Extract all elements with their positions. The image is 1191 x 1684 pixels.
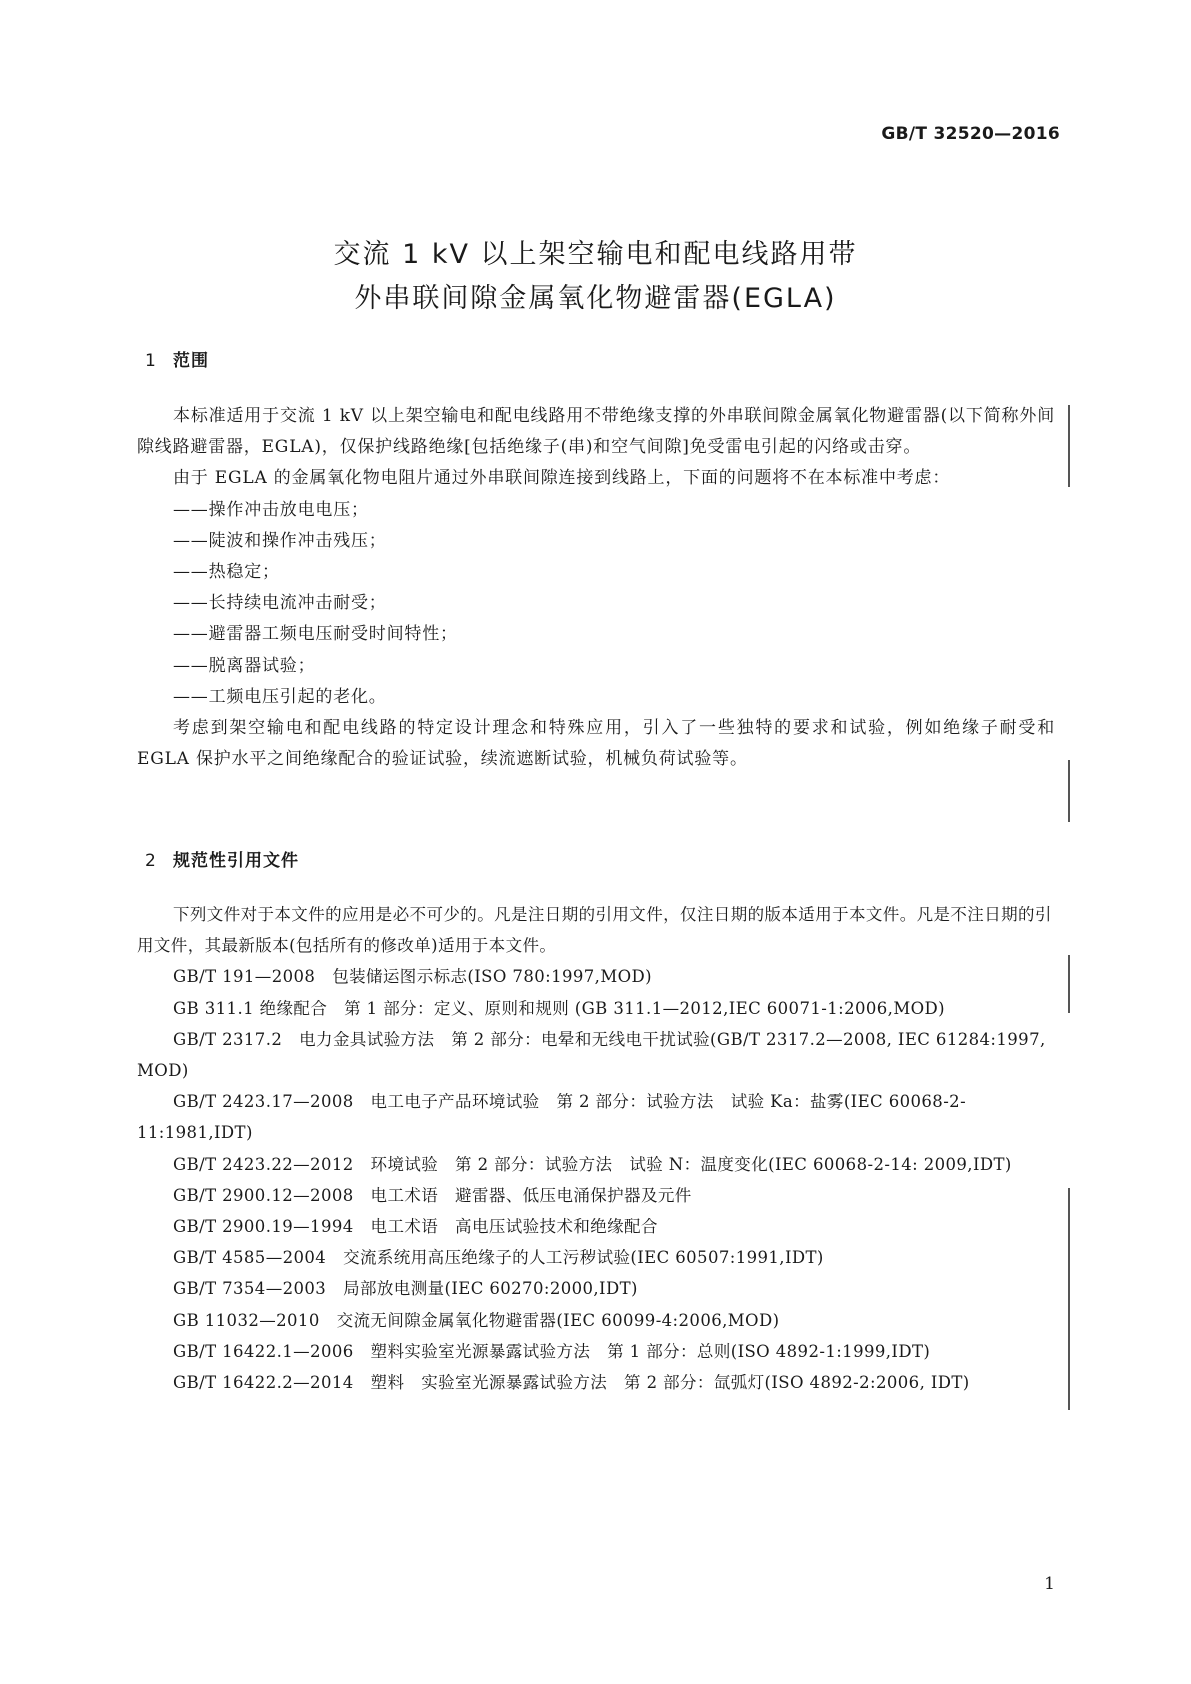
reference-item: GB 311.1 绝缘配合 第 1 部分：定义、原则和规则 (GB 311.1—2012,IEC 60071-1:2006,MOD) [173, 998, 946, 1018]
title-line-2: 外串联间隙金属氧化物避雷器(EGLA) [354, 283, 837, 314]
change-bar [1068, 955, 1070, 1013]
references-intro: 下列文件对于本文件的应用是必不可少的。凡是注日期的引用文件，仅注日期的版本适用于本文件。凡是不注日期的引用文件，其最新版本(包括所有的修改单)适用于本文件。 [137, 905, 1052, 956]
change-bar [1068, 760, 1070, 822]
section-1-body [137, 401, 1055, 775]
reference-item: GB/T 2423.17—2008 电工电子产品环境试验 第 2 部分：试验方法 试验 Ka：盐雾(IEC 60068-2-11:1981,IDT) [137, 1092, 967, 1143]
section-1-heading [145, 346, 209, 371]
section-1-title: 范围 [173, 351, 209, 371]
change-bar [1068, 405, 1070, 487]
page-number: 1 [1044, 1574, 1055, 1594]
reference-item: GB/T 7354—2003 局部放电测量(IEC 60270:2000,IDT) [173, 1279, 638, 1299]
exclusion-item: ——长持续电流冲击耐受； [173, 593, 387, 614]
document-title [0, 233, 1191, 321]
section-2-heading [145, 846, 299, 871]
section-1-number: 1 [145, 351, 157, 371]
scope-paragraph-3: 考虑到架空输电和配电线路的特定设计理念和特殊应用，引入了一些独特的要求和试验，例如绝缘子耐受和 EGLA 保护水平之间绝缘配合的验证试验，续流遮断试验，机械负荷试验等。 [137, 718, 1055, 770]
reference-item: GB 11032—2010 交流无间隙金属氧化物避雷器(IEC 60099-4:2006,MOD) [173, 1310, 780, 1330]
reference-item: GB/T 2317.2 电力金具试验方法 第 2 部分：电晕和无线电干扰试验(GB/T 2317.2—2008, IEC 61284:1997, MOD) [137, 1029, 1046, 1081]
reference-item: GB/T 2900.12—2008 电工术语 避雷器、低压电涌保护器及元件 [173, 1185, 692, 1205]
reference-item: GB/T 16422.2—2014 塑料 实验室光源暴露试验方法 第 2 部分：氙弧灯(ISO 4892-2:2006, IDT) [173, 1373, 970, 1393]
exclusion-item: ——操作冲击放电电压； [173, 499, 369, 520]
section-2-number: 2 [145, 851, 157, 871]
section-2-title: 规范性引用文件 [173, 851, 299, 871]
scope-paragraph-2: 由于 EGLA 的金属氧化物电阻片通过外串联间隙连接到线路上，下面的问题将不在本标准中考虑： [173, 468, 951, 489]
reference-item: GB/T 2900.19—1994 电工术语 高电压试验技术和绝缘配合 [173, 1217, 658, 1237]
exclusion-item: ——脱离器试验； [173, 655, 316, 676]
reference-item: GB/T 191—2008 包装储运图示标志(ISO 780:1997,MOD) [173, 967, 653, 987]
exclusion-item: ——避雷器工频电压耐受时间特性； [173, 624, 458, 645]
change-bar [1068, 1188, 1070, 1410]
exclusion-item: ——热稳定； [173, 562, 280, 583]
scope-paragraph-1: 本标准适用于交流 1 kV 以上架空输电和配电线路用不带绝缘支撑的外串联间隙金属氧化物避雷器(以下简称外间隙线路避雷器，EGLA)，仅保护线路绝缘[包括绝缘子(串)和空气间隙]免受雷电引起的闪络或击穿。 [137, 406, 1055, 458]
exclusion-item: ——陡波和操作冲击残压； [173, 530, 387, 551]
reference-item: GB/T 4585—2004 交流系统用高压绝缘子的人工污秽试验(IEC 60507:1991,IDT) [173, 1248, 824, 1268]
title-line-1: 交流 1 kV 以上架空输电和配电线路用带 [333, 239, 858, 270]
standard-code: GB/T 32520—2016 [881, 124, 1060, 144]
reference-item: GB/T 16422.1—2006 塑料实验室光源暴露试验方法 第 1 部分：总则(ISO 4892-1:1999,IDT) [173, 1341, 931, 1361]
exclusion-item: ——工频电压引起的老化。 [173, 686, 387, 707]
reference-item: GB/T 2423.22—2012 环境试验 第 2 部分：试验方法 试验 N：温度变化(IEC 60068-2-14: 2009,IDT) [173, 1154, 1012, 1174]
normative-references [137, 899, 1055, 1398]
